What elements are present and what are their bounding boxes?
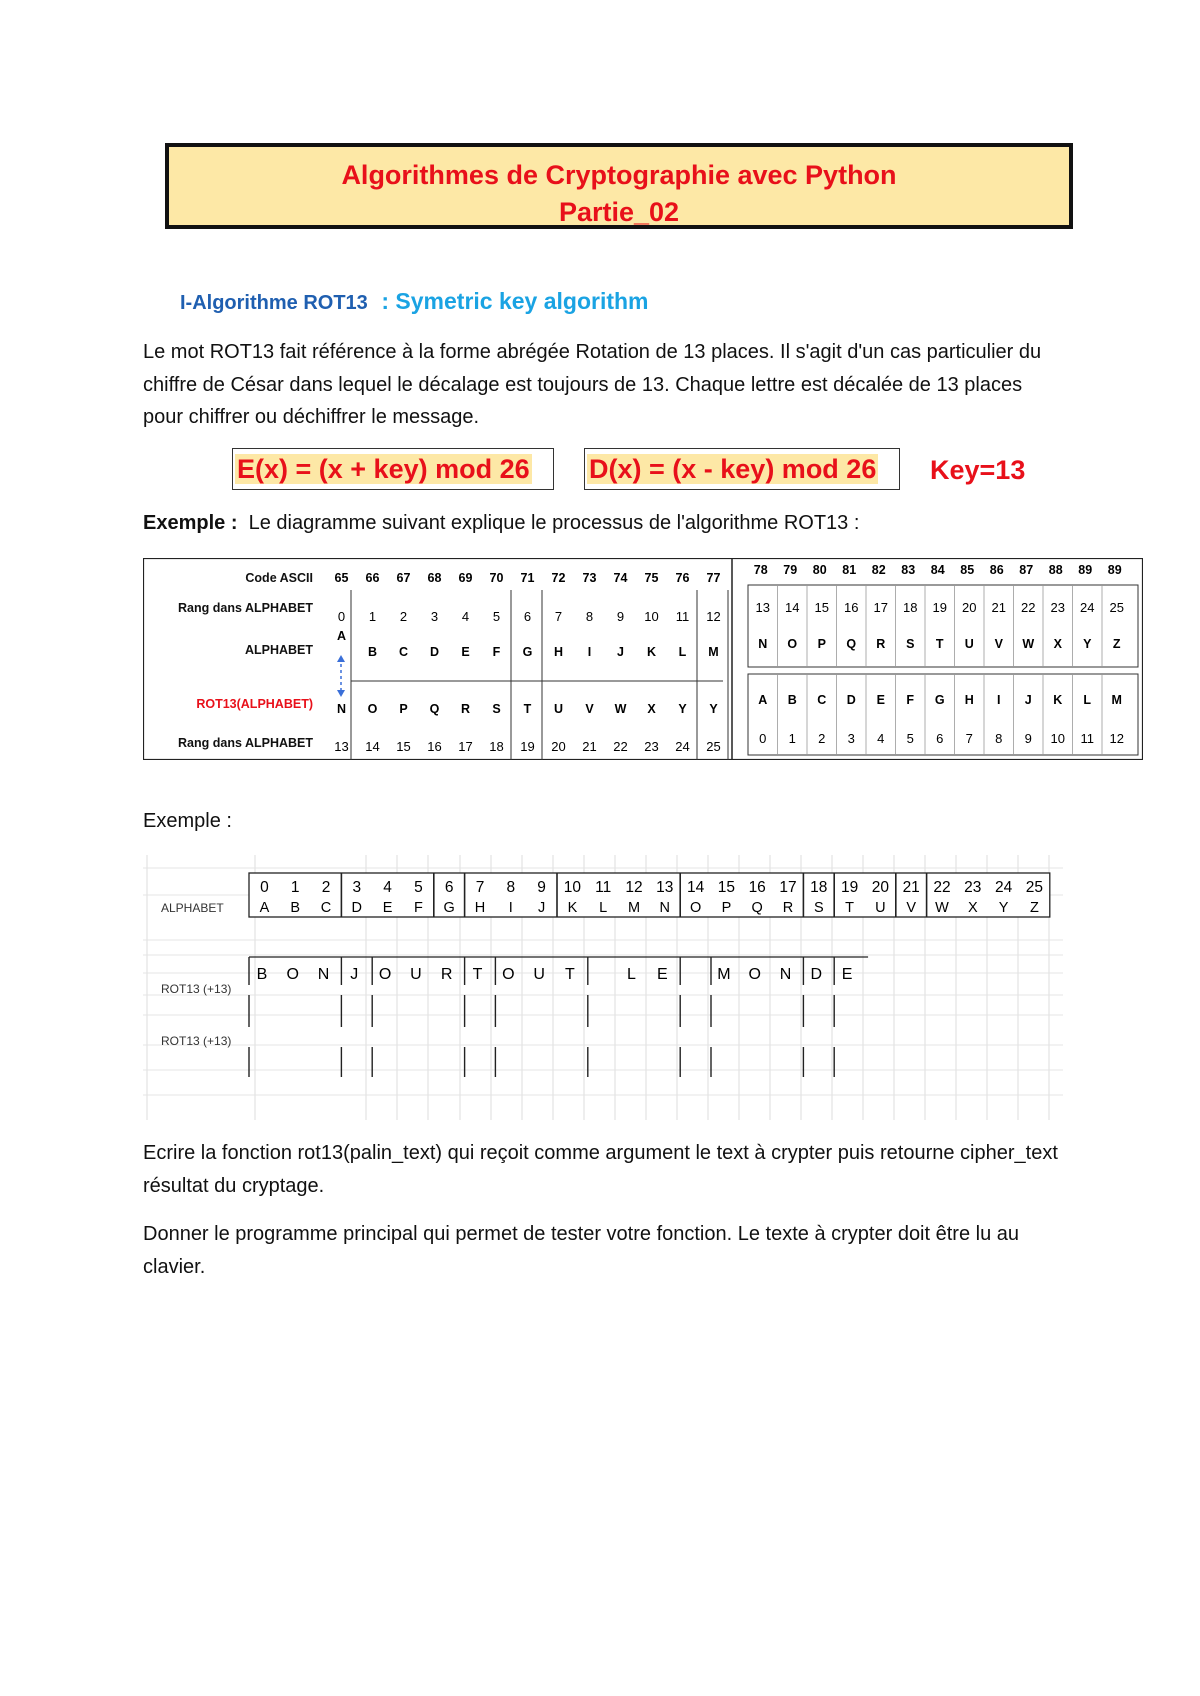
rank-cell: 5 xyxy=(492,609,501,624)
letter-cell: C xyxy=(320,900,332,916)
rot13-rank-cell: 25 xyxy=(706,739,721,754)
alphabet-cell: L xyxy=(678,645,687,659)
rank-cell: 21 xyxy=(991,600,1006,615)
letter-cell: I xyxy=(508,900,513,916)
alphabet-table xyxy=(249,873,1050,917)
title-box xyxy=(165,143,1073,229)
alphabet-cell: J xyxy=(617,645,624,659)
ascii-code-cell: 74 xyxy=(613,571,628,585)
rot13-rank-cell: 8 xyxy=(995,731,1003,746)
rot13-cell: Q xyxy=(429,702,440,716)
alphabet-cell: M xyxy=(708,645,719,659)
rank-cell: 2 xyxy=(399,609,408,624)
ascii-code-cell: 77 xyxy=(706,571,721,585)
rank-cell: 14 xyxy=(686,879,705,896)
rank-cell: 3 xyxy=(430,609,439,624)
ascii-code-cell: 89 xyxy=(1107,563,1122,577)
rot13-cell: I xyxy=(997,693,1001,707)
ascii-code-cell: 78 xyxy=(753,563,768,577)
rot13-rank-cell: 22 xyxy=(613,739,628,754)
alphabet-cell: K xyxy=(646,645,657,659)
rank-cell: 12 xyxy=(625,879,643,896)
rot13-cell: E xyxy=(876,693,885,707)
rank-cell: 4 xyxy=(461,609,470,624)
rot13-cell: K xyxy=(1053,693,1063,707)
ascii-code-cell: 70 xyxy=(489,571,504,585)
rank-cell: 8 xyxy=(506,879,516,896)
rot13-rank-cell: 5 xyxy=(906,731,914,746)
rot13-cell: F xyxy=(906,693,915,707)
rot13-row-label: ROT13 (+13) xyxy=(161,1034,232,1048)
message-cell: N xyxy=(317,966,331,983)
rank-cell: 23 xyxy=(964,879,982,896)
ascii-code-cell: 89 xyxy=(1078,563,1093,577)
rank-cell: 15 xyxy=(814,600,829,615)
letter-cell: T xyxy=(845,900,855,916)
rot13-rank-cell: 17 xyxy=(458,739,473,754)
message-cell: U xyxy=(410,966,423,983)
encrypt-formula-text: E(x) = (x + key) mod 26 xyxy=(237,454,530,484)
rank-cell: 20 xyxy=(962,600,977,615)
arrow-up-icon xyxy=(337,655,345,662)
rot13-example-diagram xyxy=(143,855,1063,1120)
alphabet-cell: G xyxy=(522,645,533,659)
task-2-paragraph: Donner le programme principal qui permet de tester votre fonction. Le texte à crypter doit être lu au clavier. xyxy=(143,1223,1020,1278)
rank-cell: 13 xyxy=(755,600,770,615)
rank-cell: 1 xyxy=(368,609,377,624)
letter-cell: B xyxy=(290,900,301,916)
letter-cell: J xyxy=(537,900,546,916)
message-cell: J xyxy=(350,966,360,983)
rank-cell: 7 xyxy=(554,609,563,624)
document-subtitle: Partie_02 xyxy=(558,197,680,227)
rot13-rank-cell: 1 xyxy=(788,731,796,746)
section-subtitle: : Symetric key algorithm xyxy=(381,288,649,314)
letter-cell: L xyxy=(599,900,608,916)
ascii-code-cell: 81 xyxy=(842,563,857,577)
intro-paragraph: Le mot ROT13 fait référence à la forme abrégée Rotation de 13 places. Il s'agit d'un cas particulier du chiffre de César dans lequel le décalage est toujours de 13. Chaque lettre est décalée de 13 places pour chiffrer ou déchiffrer le message. xyxy=(143,341,1042,428)
rot13-rank-cell: 6 xyxy=(936,731,944,746)
rot13-cell: Y xyxy=(678,702,687,716)
rot13-rank-cell: 10 xyxy=(1050,731,1065,746)
rank-cell: 11 xyxy=(675,609,690,624)
ascii-code-cell: 84 xyxy=(930,563,945,577)
rot13-cell: O xyxy=(367,702,378,716)
message-cell: O xyxy=(286,966,300,983)
rank-cell: 18 xyxy=(810,879,828,896)
message-cell: U xyxy=(533,966,546,983)
alphabet-cell: Q xyxy=(846,637,857,651)
alphabet-cell: T xyxy=(935,637,944,651)
rank-cell: 16 xyxy=(748,879,766,896)
letter-cell: Q xyxy=(751,900,763,916)
rot13-cell: M xyxy=(1111,693,1122,707)
rot13-cell: D xyxy=(846,693,856,707)
diagram-row-label: Code ASCII xyxy=(245,571,313,585)
letter-cell: F xyxy=(413,900,423,916)
message-cell: N xyxy=(779,966,793,983)
rank-cell: 24 xyxy=(1080,600,1095,615)
rot13-rank-cell: 9 xyxy=(1024,731,1032,746)
example-1-text: Le diagramme suivant explique le processus de l'algorithme ROT13 : xyxy=(248,512,860,534)
rot13-row-label: ROT13 (+13) xyxy=(161,982,232,996)
rot13-rank-cell: 14 xyxy=(365,739,380,754)
task-1-paragraph: Ecrire la fonction rot13(palin_text) qui reçoit comme argument le text à crypter puis retourne cipher_text résultat du cryptage. xyxy=(143,1142,1058,1197)
rot13-cell: P xyxy=(399,702,408,716)
ascii-code-cell: 79 xyxy=(783,563,798,577)
alphabet-cell: H xyxy=(553,645,564,659)
rank-cell: 1 xyxy=(290,879,300,896)
rank-cell: 2 xyxy=(321,879,331,896)
alphabet-cell: A xyxy=(336,629,347,643)
rot13-cell: B xyxy=(787,693,797,707)
rank-cell: 3 xyxy=(352,879,362,896)
rank-cell: 10 xyxy=(563,879,582,896)
rank-cell: 19 xyxy=(840,879,859,896)
rank-cell: 13 xyxy=(656,879,674,896)
rank-cell: 22 xyxy=(933,879,951,896)
message-cell: O xyxy=(378,966,393,983)
alphabet-cell: S xyxy=(906,637,915,651)
alphabet-cell: I xyxy=(587,645,592,659)
rot13-cell: J xyxy=(1024,693,1032,707)
rot13-rank-cell: 11 xyxy=(1080,731,1094,746)
letter-cell: N xyxy=(659,900,671,916)
arrow-down-icon xyxy=(337,690,345,697)
rank-cell: 5 xyxy=(414,879,423,896)
rank-cell: 9 xyxy=(616,609,625,624)
rot13-rank-cell: 18 xyxy=(489,739,504,754)
document-title: Algorithmes de Cryptographie avec Python xyxy=(341,160,897,190)
alphabet-cell: Y xyxy=(1083,637,1092,651)
letter-cell: O xyxy=(689,900,702,916)
alphabet-cell: N xyxy=(758,637,768,651)
rank-cell: 9 xyxy=(537,879,546,896)
alphabet-cell: D xyxy=(429,645,440,659)
decrypt-formula xyxy=(584,448,900,490)
letter-cell: A xyxy=(259,900,270,916)
letter-cell: U xyxy=(875,900,886,916)
rank-cell: 20 xyxy=(871,879,890,896)
ascii-code-cell: 80 xyxy=(812,563,827,577)
rank-cell: 21 xyxy=(902,879,920,896)
rank-cell: 8 xyxy=(585,609,594,624)
rot13-rank-cell: 15 xyxy=(396,739,411,754)
message-cell: R xyxy=(440,966,454,983)
ascii-code-cell: 88 xyxy=(1048,563,1063,577)
letter-cell: D xyxy=(351,900,363,916)
rank-cell: 12 xyxy=(706,609,721,624)
rot13-rank-cell: 12 xyxy=(1109,731,1124,746)
rank-cell: 6 xyxy=(523,609,532,624)
rot13-cell: A xyxy=(758,693,768,707)
section-heading-text: I-Algorithme ROT13 xyxy=(180,292,368,314)
rank-cell: 7 xyxy=(475,879,485,896)
rank-cell: 0 xyxy=(337,609,346,624)
rot13-cell: Y xyxy=(709,702,718,716)
letter-cell: H xyxy=(474,900,486,916)
ascii-code-cell: 85 xyxy=(960,563,975,577)
rot13-rank-cell: 3 xyxy=(847,731,855,746)
rot13-cell: V xyxy=(585,702,594,716)
right-top-box xyxy=(748,585,1138,667)
rank-cell: 14 xyxy=(785,600,800,615)
rank-cell: 22 xyxy=(1021,600,1036,615)
rot13-rank-cell: 23 xyxy=(644,739,659,754)
decrypt-formula-text: D(x) = (x - key) mod 26 xyxy=(589,454,877,484)
ascii-code-cell: 69 xyxy=(458,571,473,585)
diagram-row-label: ROT13(ALPHABET) xyxy=(196,697,313,711)
ascii-code-cell: 71 xyxy=(520,571,535,585)
letter-cell: X xyxy=(967,900,978,916)
rot13-cell: R xyxy=(460,702,471,716)
alphabet-cell: E xyxy=(461,645,470,659)
alphabet-cell: X xyxy=(1053,637,1062,651)
message-cell: B xyxy=(256,966,269,983)
rot13-cell: H xyxy=(964,693,974,707)
rank-cell: 17 xyxy=(779,879,797,896)
rank-cell: 10 xyxy=(644,609,659,624)
ascii-code-cell: 73 xyxy=(582,571,597,585)
ascii-code-cell: 76 xyxy=(675,571,690,585)
message-cell: D xyxy=(810,966,824,983)
rank-cell: 19 xyxy=(932,600,947,615)
ascii-code-cell: 86 xyxy=(989,563,1004,577)
letter-cell: Y xyxy=(998,900,1009,916)
alphabet-cell: R xyxy=(876,637,886,651)
letter-cell: G xyxy=(443,900,455,916)
alphabet-row-label: ALPHABET xyxy=(161,901,224,915)
letter-cell: R xyxy=(782,900,794,916)
example-1-line xyxy=(143,512,859,535)
rank-cell: 0 xyxy=(260,879,269,896)
alphabet-cell: W xyxy=(1022,637,1035,651)
alphabet-cell: Z xyxy=(1112,637,1121,651)
rot13-rank-cell: 16 xyxy=(427,739,442,754)
message-cell: T xyxy=(472,966,484,983)
letter-cell: Z xyxy=(1029,900,1039,916)
rot13-cell: T xyxy=(523,702,532,716)
rank-cell: 25 xyxy=(1109,600,1124,615)
message-cell: L xyxy=(627,966,637,983)
rank-cell: 4 xyxy=(383,879,392,896)
alphabet-cell: O xyxy=(787,637,798,651)
rot13-rank-cell: 2 xyxy=(818,731,826,746)
letter-cell: E xyxy=(382,900,393,916)
ascii-code-cell: 68 xyxy=(427,571,442,585)
letter-cell: P xyxy=(721,900,732,916)
rot13-rank-cell: 4 xyxy=(877,731,885,746)
rot13-cell: W xyxy=(614,702,627,716)
rot13-cell: G xyxy=(934,693,945,707)
message-cell: M xyxy=(717,966,732,983)
rot13-diagram xyxy=(143,558,1143,760)
ascii-code-cell: 87 xyxy=(1019,563,1034,577)
rank-cell: 25 xyxy=(1025,879,1044,896)
message-cell: E xyxy=(656,966,669,983)
letter-cell: S xyxy=(813,900,824,916)
rot13-rank-cell: 19 xyxy=(520,739,535,754)
rot13-rank-cell: 0 xyxy=(759,731,767,746)
rank-cell: 15 xyxy=(717,879,736,896)
rank-cell: 23 xyxy=(1050,600,1065,615)
rot13-rank-cell: 20 xyxy=(551,739,566,754)
message-cell: E xyxy=(841,966,854,983)
rot13-cell: N xyxy=(336,702,347,716)
rot13-cell: S xyxy=(492,702,501,716)
rot13-cell: L xyxy=(1083,693,1092,707)
alphabet-cell: F xyxy=(492,645,501,659)
section-heading xyxy=(180,288,649,315)
diagram-row-label: Rang dans ALPHABET xyxy=(178,601,313,615)
rot13-rank-cell: 13 xyxy=(334,739,349,754)
letter-cell: V xyxy=(906,900,917,916)
message-cell: O xyxy=(748,966,762,983)
rot13-cell: X xyxy=(647,702,656,716)
rank-cell: 16 xyxy=(844,600,859,615)
alphabet-cell: C xyxy=(398,645,409,659)
ascii-code-cell: 72 xyxy=(551,571,566,585)
example-1-label: Exemple : xyxy=(143,512,238,534)
diagram-frame xyxy=(144,559,1143,760)
diagram-row-label: Rang dans ALPHABET xyxy=(178,736,313,750)
rot13-cell: C xyxy=(817,693,827,707)
ascii-code-cell: 83 xyxy=(901,563,916,577)
letter-cell: W xyxy=(935,900,949,916)
rot13-rank-cell: 7 xyxy=(965,731,973,746)
rank-cell: 6 xyxy=(444,879,454,896)
letter-cell: K xyxy=(567,900,578,916)
alphabet-cell: V xyxy=(994,637,1003,651)
message-cell: O xyxy=(502,966,516,983)
ascii-code-cell: 75 xyxy=(644,571,659,585)
rank-cell: 18 xyxy=(903,600,918,615)
alphabet-cell: P xyxy=(817,637,826,651)
rank-cell: 11 xyxy=(595,879,612,896)
rot13-cell: U xyxy=(553,702,564,716)
example-2-label: Exemple : xyxy=(143,810,232,832)
key-value: Key=13 xyxy=(930,455,1026,485)
ascii-code-cell: 65 xyxy=(334,571,349,585)
ascii-code-cell: 67 xyxy=(396,571,411,585)
rank-cell: 17 xyxy=(873,600,888,615)
encrypt-formula xyxy=(232,448,554,490)
rank-cell: 24 xyxy=(994,879,1013,896)
alphabet-cell: B xyxy=(367,645,378,659)
letter-cell: M xyxy=(627,900,641,916)
rot13-rank-cell: 24 xyxy=(675,739,690,754)
ascii-code-cell: 66 xyxy=(365,571,380,585)
alphabet-cell: U xyxy=(964,637,974,651)
ascii-code-cell: 82 xyxy=(871,563,886,577)
diagram-row-label: ALPHABET xyxy=(244,643,313,657)
rot13-rank-cell: 21 xyxy=(582,739,597,754)
message-cell: T xyxy=(565,966,576,983)
